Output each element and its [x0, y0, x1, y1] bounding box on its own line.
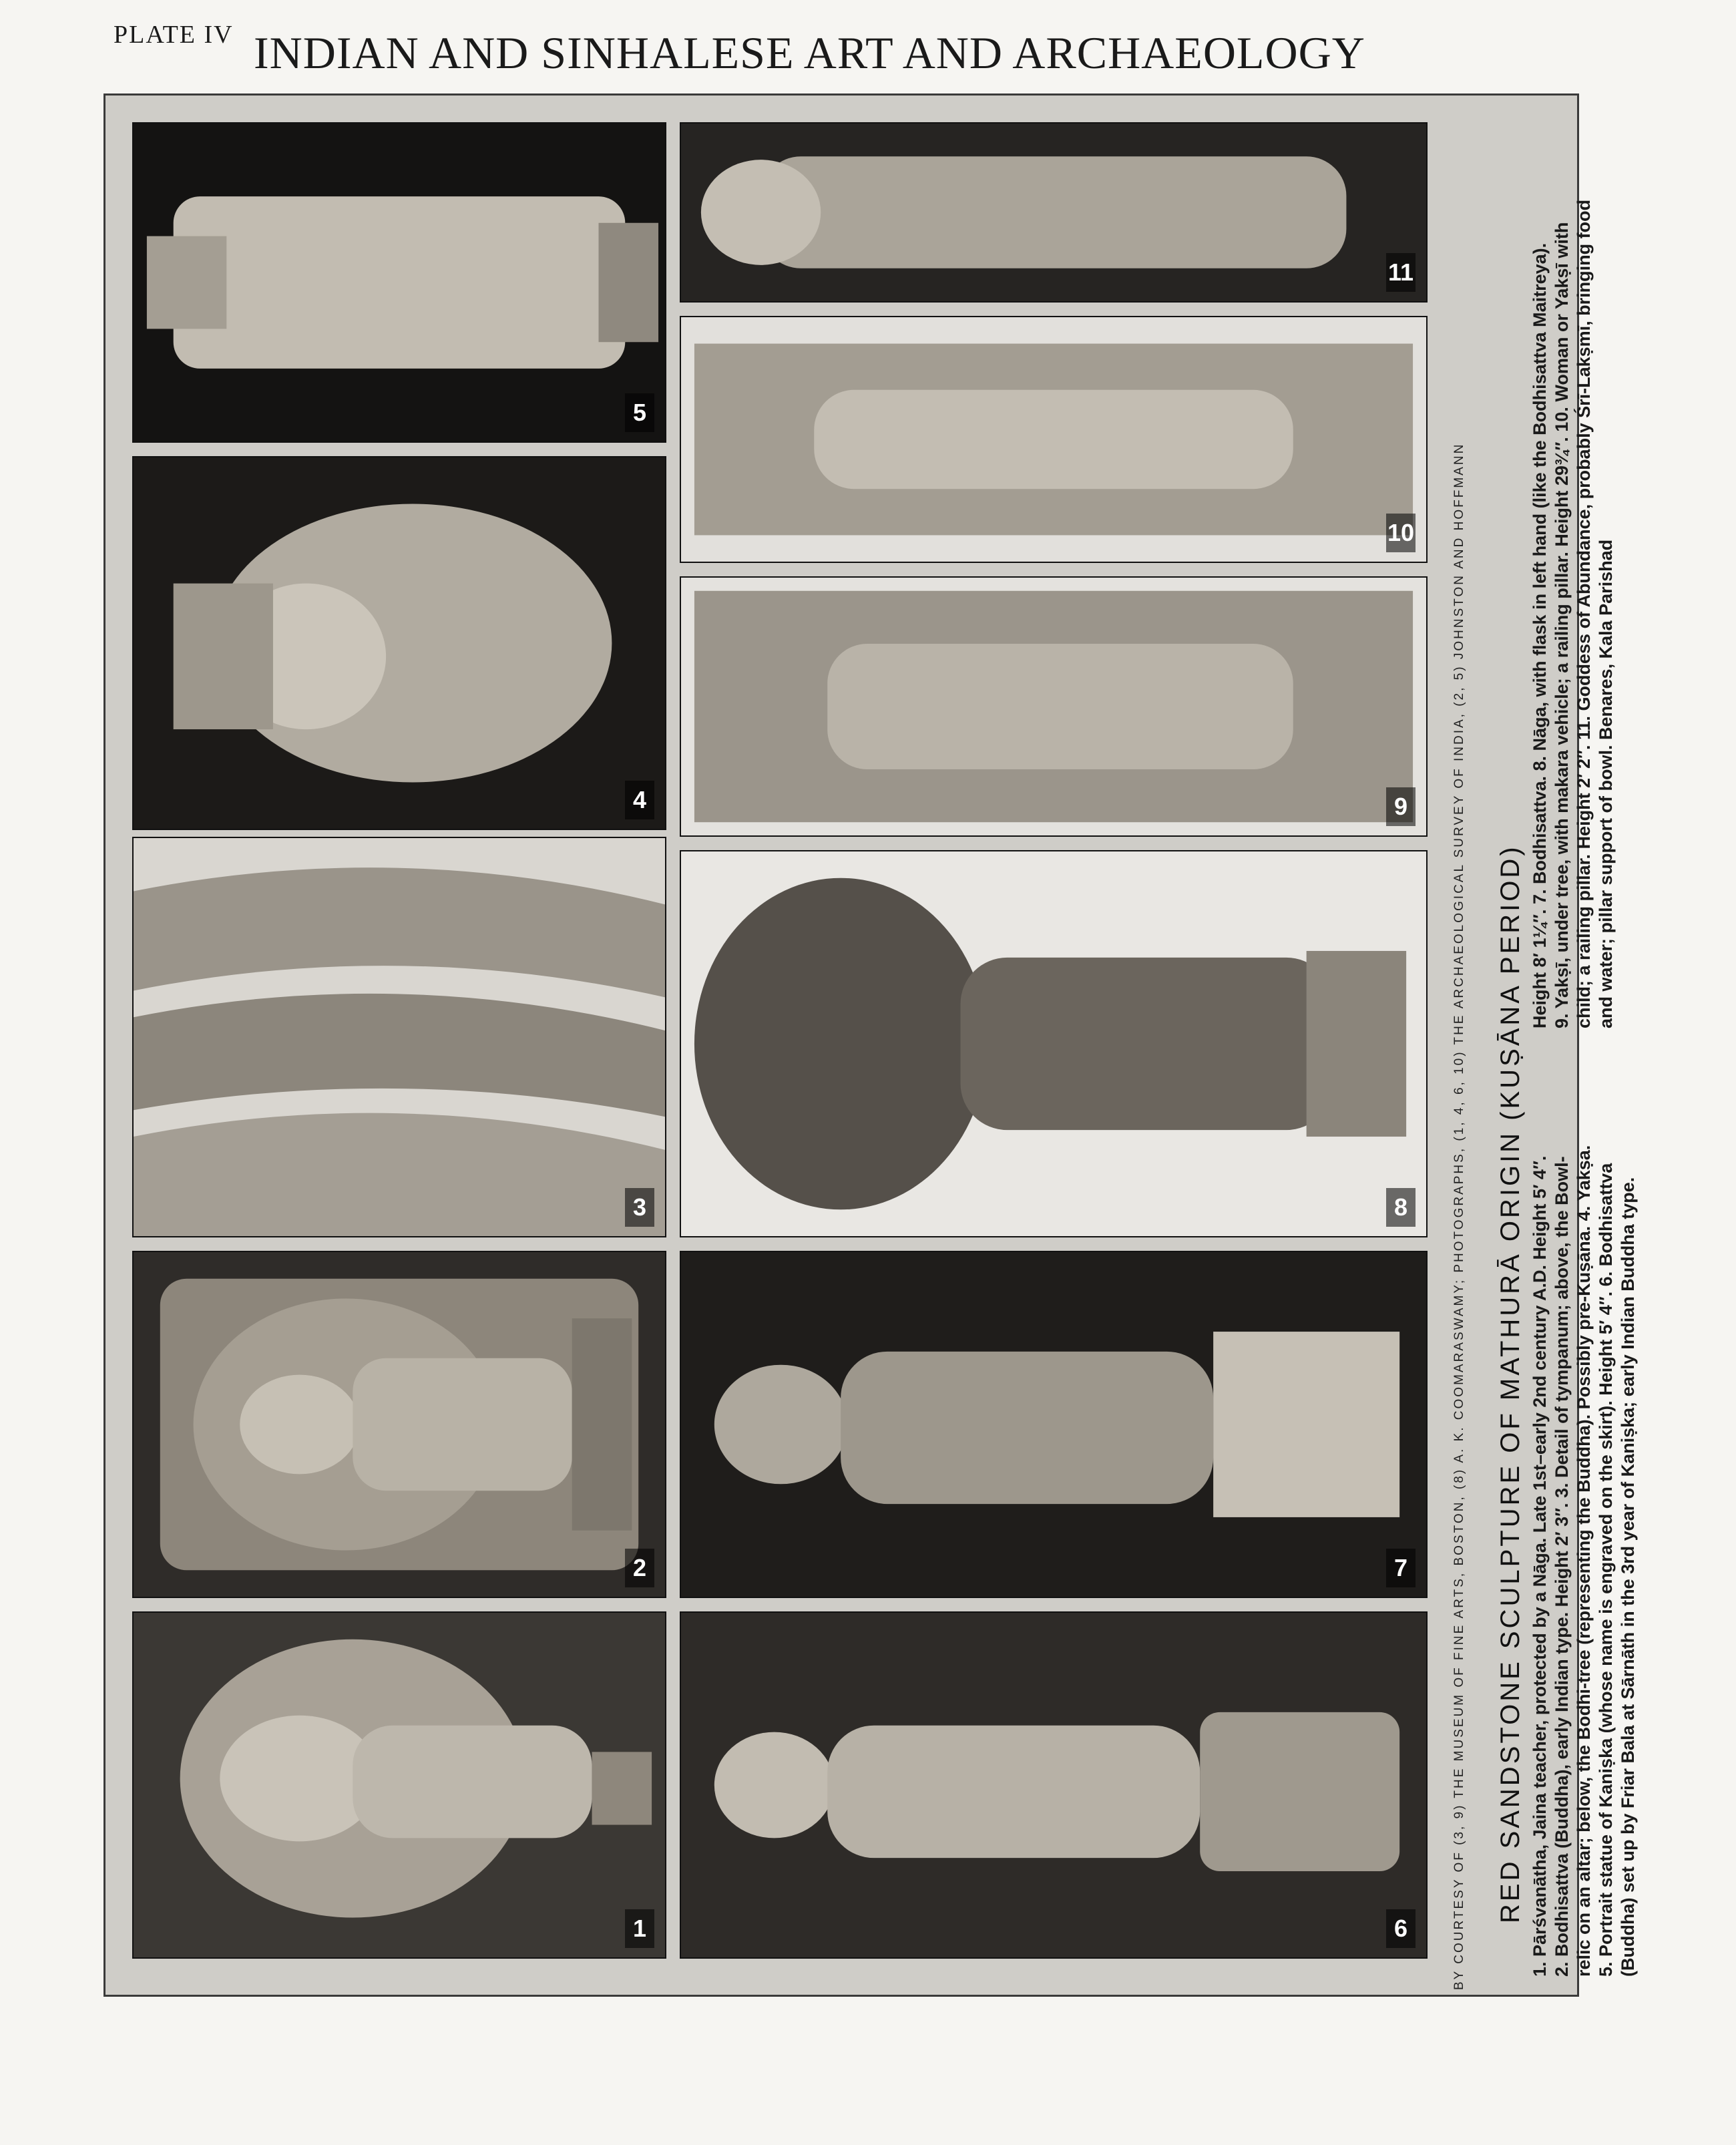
photo-number: 1: [625, 1909, 654, 1948]
photo-number: 8: [1386, 1188, 1416, 1227]
caption-line: 1. Pārśvanātha, Jaina teacher, protected by a Nāga. Late 1st–early 2nd century A.D. Height 5′ 4″.: [1530, 1155, 1550, 1977]
sculpture-image: [681, 1252, 1426, 1597]
caption-title: RED SANDSTONE SCULPTURE OF MATHURĀ ORIGIN (KUṢĀNA PERIOD): [1496, 844, 1525, 1923]
caption-line: Height 8′ 1¼″. 7. Bodhisattva. 8. Nāga, with flask in left hand (like the Bodhisattva Maitreya).: [1530, 242, 1550, 1028]
photo-9: [680, 576, 1428, 837]
photo-8: [680, 850, 1428, 1237]
sculpture-image: [681, 317, 1426, 562]
caption-column-1: [1529, 1095, 1638, 1977]
photo-number: 9: [1386, 787, 1416, 826]
caption-line: child; a railing pillar. Height 2′ 2″. 11. Goddess of Abundance, probably Śrī-Lakṣmī, bringing food: [1574, 199, 1594, 1028]
photo-4: [132, 456, 666, 830]
photo-number: 6: [1386, 1909, 1416, 1948]
photo-number: 11: [1386, 253, 1416, 292]
caption-line: 2. Bodhisattva (Buddha), early Indian type. Height 2′ 3″. 3. Detail of tympanum; above, the Bowl-: [1552, 1156, 1572, 1977]
photo-11: [680, 122, 1428, 303]
photo-6: [680, 1611, 1428, 1959]
sculpture-image: [681, 1613, 1426, 1957]
photo-number: 4: [625, 781, 654, 819]
sculpture-image: [134, 838, 665, 1236]
caption-line: 9. Yakṣī, under tree, with makara vehicle; a railing pillar. Height 29¾″. 10. Woman or Yakṣī with: [1552, 222, 1572, 1028]
photo-number: 3: [625, 1188, 654, 1227]
caption-line: and water; pillar support of bowl. Benares, Kala Parishad: [1596, 539, 1616, 1028]
caption-line: (Buddha) set up by Friar Bala at Sārnāth in the 3rd year of Kaniṣka; early Indian Buddha type.: [1618, 1177, 1638, 1977]
plate-frame: [103, 93, 1579, 1997]
sculpture-image: [681, 851, 1426, 1236]
page-title: INDIAN AND SINHALESE ART AND ARCHAEOLOGY: [254, 27, 1365, 78]
sculpture-image: [681, 578, 1426, 835]
photo-number: 5: [625, 393, 654, 432]
photo-number: 2: [625, 1549, 654, 1587]
sculpture-image: [134, 124, 665, 441]
caption-line: 5. Portrait statue of Kaniṣka (whose name is engraved on the skirt). Height 5′ 4″. 6. Bodhisattva: [1596, 1163, 1616, 1977]
photo-10: [680, 316, 1428, 563]
caption-line: relic on an altar; below, the Bodhi-tree (representing the Buddha). Possibly pre-Kuṣāna. 4. Yakṣa.: [1574, 1145, 1594, 1977]
sculpture-image: [134, 1613, 665, 1957]
photo-5: [132, 122, 666, 443]
plate-label: PLATE IV: [114, 21, 234, 49]
photo-number: 7: [1386, 1549, 1416, 1587]
photo-3: [132, 837, 666, 1237]
photo-2: [132, 1251, 666, 1598]
photo-credit: BY COURTESY OF (3, 9) THE MUSEUM OF FINE ARTS, BOSTON, (8) A. K. COOMARASWAMY; PHOTOGRAPHS, (1, 4, 6, 10) THE ARCHAEOLOGICAL SURVEY OF INDIA, (2, 5) JOHNSTON AND HOFFMANN: [1452, 442, 1466, 1990]
sculpture-image: [134, 1252, 665, 1597]
photo-1: [132, 1611, 666, 1959]
sculpture-image: [134, 457, 665, 829]
caption-column-2: [1529, 27, 1622, 1028]
photo-number: 10: [1386, 514, 1416, 552]
photo-7: [680, 1251, 1428, 1598]
sculpture-image: [681, 124, 1426, 301]
